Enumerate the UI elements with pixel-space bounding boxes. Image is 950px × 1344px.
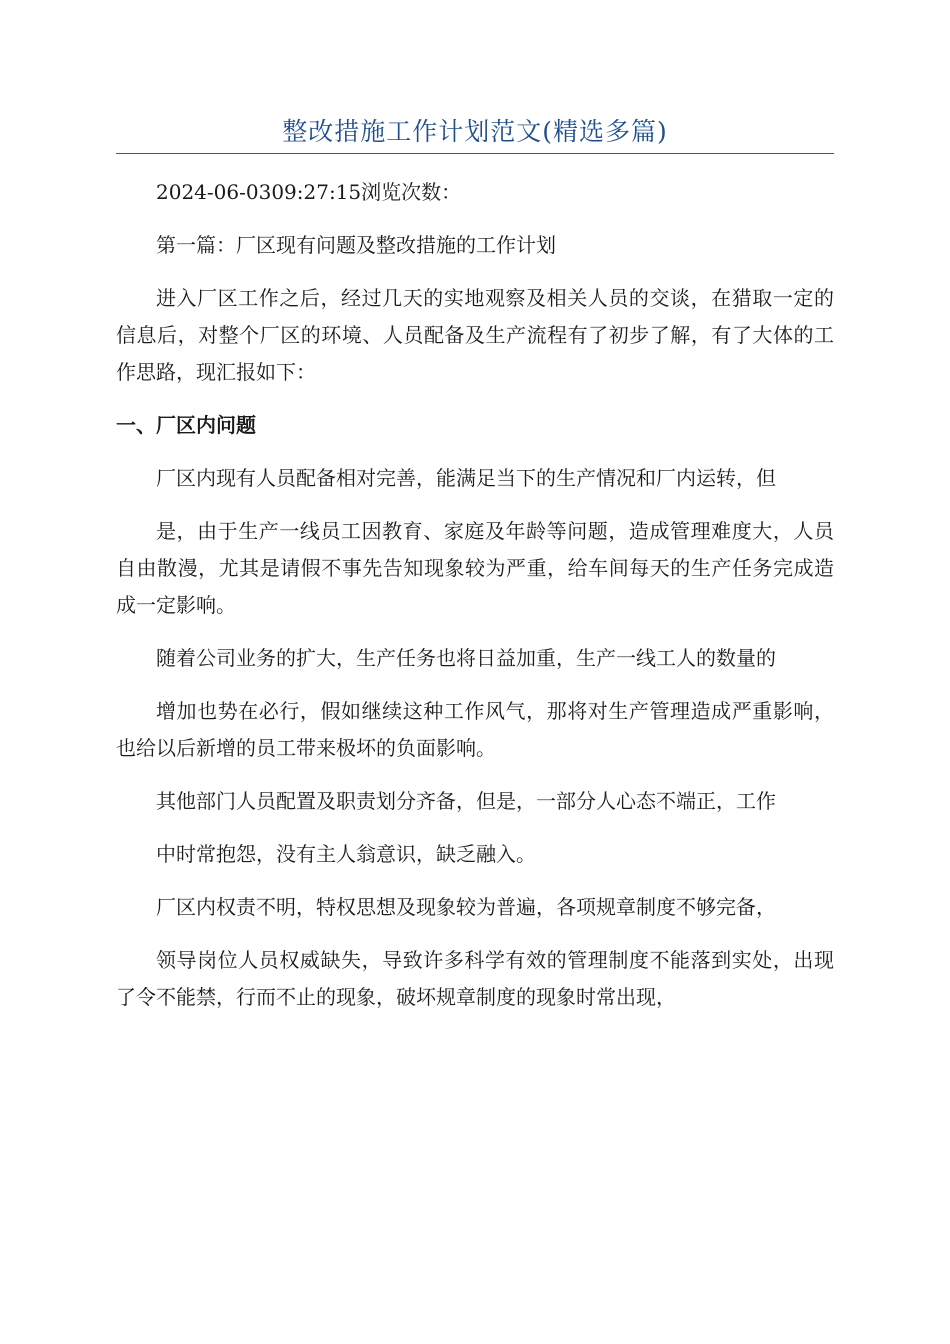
paragraph: 增加也势在必行，假如继续这种工作风气，那将对生产管理造成严重影响，也给以后新增的员工带来极坏的负面影响。 (116, 699, 834, 760)
paragraph: 是，由于生产一线员工因教育、家庭及年龄等问题，造成管理难度大，人员自由散漫，尤其是请假不事先告知现象较为严重，给车间每天的生产任务完成造成一定影响。 (116, 519, 834, 617)
paragraph: 领导岗位人员权威缺失，导致许多科学有效的管理制度不能落到实处，出现了令不能禁，行而不止的现象，破坏规章制度的现象时常出现， (116, 948, 834, 1009)
section-heading: 一、厂区内问题 (116, 413, 256, 437)
document-body (116, 174, 834, 1032)
paragraph: 厂区内现有人员配备相对完善，能满足当下的生产情况和厂内运转，但 (156, 466, 776, 490)
document-title: 整改措施工作计划范文(精选多篇) (282, 117, 668, 146)
paragraph: 其他部门人员配置及职责划分齐备，但是，一部分人心态不端正，工作 (156, 789, 776, 813)
intro-paragraph: 进入厂区工作之后，经过几天的实地观察及相关人员的交谈，在猎取一定的信息后，对整个厂区的环境、人员配备及生产流程有了初步了解，有了大体的工作思路，现汇报如下： (116, 286, 834, 384)
meta-line: 2024-06-0309:27:15浏览次数： (156, 180, 462, 204)
paragraph: 随着公司业务的扩大，生产任务也将日益加重，生产一线工人的数量的 (156, 646, 776, 670)
chapter-title: 第一篇：厂区现有问题及整改措施的工作计划 (156, 233, 556, 257)
paragraph: 中时常抱怨，没有主人翁意识，缺乏融入。 (156, 842, 536, 866)
paragraph: 厂区内权责不明，特权思想及现象较为普遍，各项规章制度不够完备， (156, 895, 776, 919)
title-underline (116, 153, 834, 154)
